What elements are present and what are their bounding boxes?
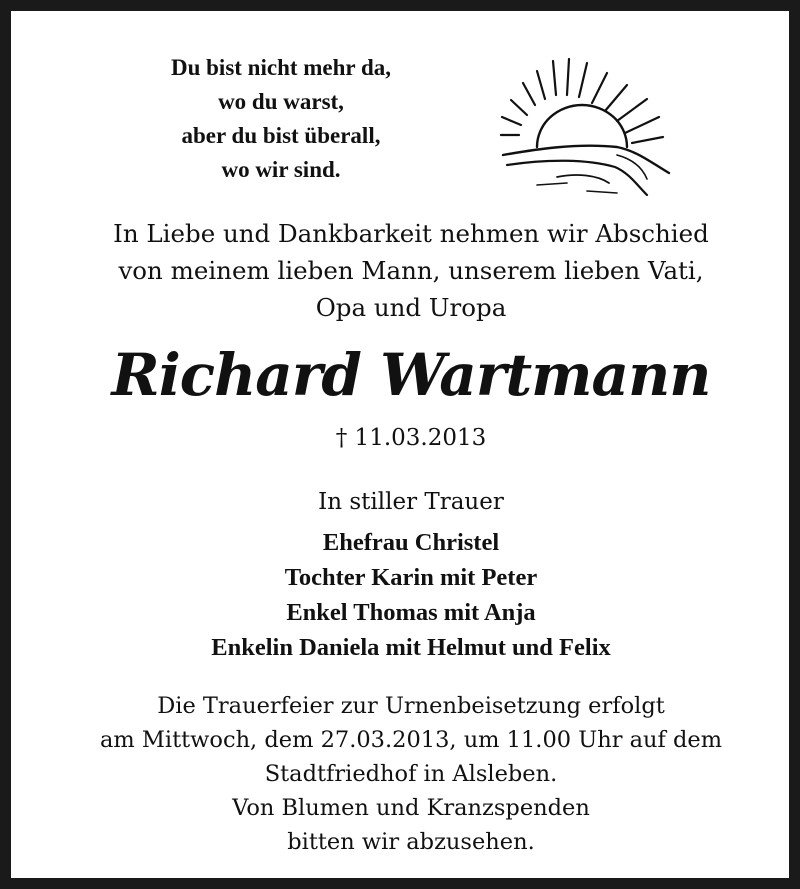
intro-line: von meinem lieben Mann, unserem lieben Vati, bbox=[118, 256, 704, 285]
mourner-name: Ehefrau Christel bbox=[322, 529, 500, 556]
sunset-over-hills-icon bbox=[497, 55, 677, 200]
poem-line: wo du warst, bbox=[218, 89, 344, 114]
death-date: † 11.03.2013 bbox=[335, 425, 487, 451]
intro-line: Opa und Uropa bbox=[315, 293, 507, 322]
mourners-heading: In stiller Trauer bbox=[318, 489, 504, 515]
ceremony-line: bitten wir abzusehen. bbox=[287, 829, 535, 855]
mourner-name: Enkel Thomas mit Anja bbox=[286, 599, 536, 626]
mourner-name: Enkelin Daniela mit Helmut und Felix bbox=[211, 634, 611, 661]
poem-line: Du bist nicht mehr da, bbox=[170, 55, 392, 80]
farewell-intro bbox=[31, 215, 791, 326]
ceremony-info bbox=[31, 689, 791, 859]
deceased-name: Richard Wartmann bbox=[111, 341, 711, 409]
intro-line: In Liebe und Dankbarkeit nehmen wir Abschied bbox=[113, 219, 709, 248]
ceremony-line: Die Trauerfeier zur Urnenbeisetzung erfolgt bbox=[157, 693, 665, 719]
mourner-name: Tochter Karin mit Peter bbox=[284, 564, 538, 591]
poem-line: aber du bist überall, bbox=[181, 123, 381, 148]
mourners-list bbox=[31, 525, 791, 665]
ceremony-line: Von Blumen und Kranzspenden bbox=[232, 795, 590, 821]
ceremony-line: Stadtfriedhof in Alsleben. bbox=[264, 761, 558, 787]
poem-line: wo wir sind. bbox=[221, 157, 341, 182]
poem bbox=[81, 51, 481, 187]
ceremony-line: am Mittwoch, dem 27.03.2013, um 11.00 Uhr auf dem bbox=[99, 727, 723, 753]
